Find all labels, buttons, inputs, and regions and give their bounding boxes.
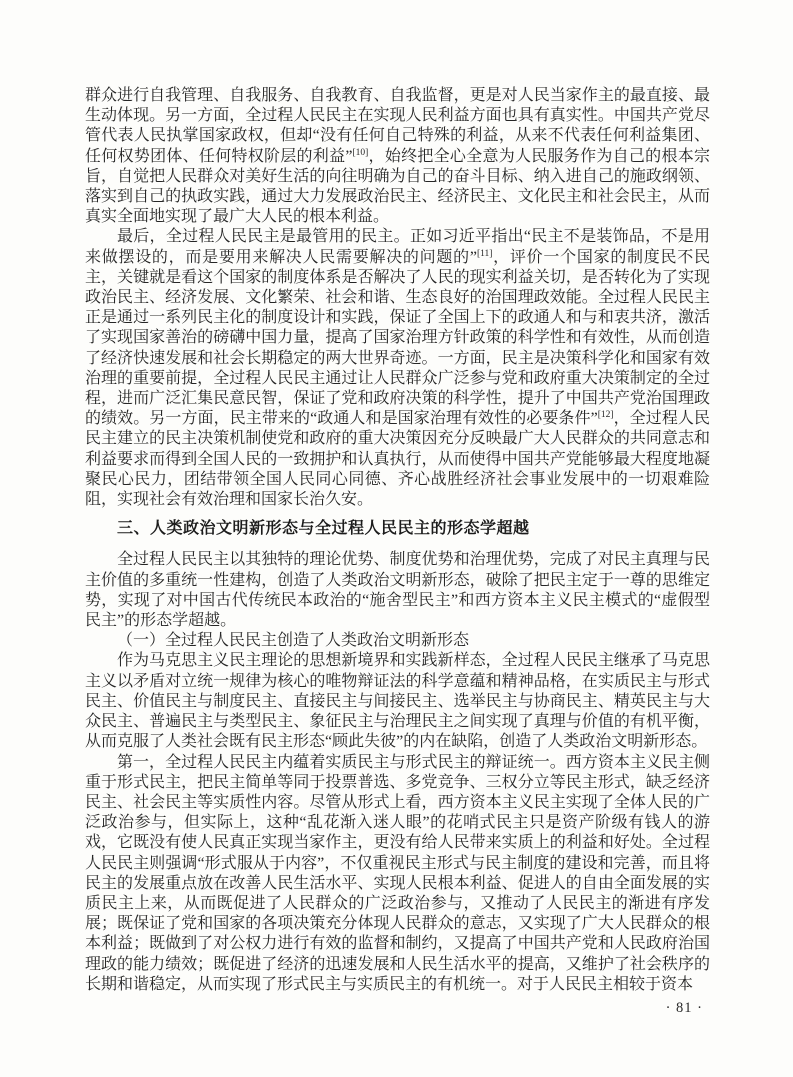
paragraph [85,86,710,227]
text-run: 第一，全过程人民民主内蕴着实质民主与形式民主的辩证统一。西方资本主义民主侧重于形式民主，把民主简单等同于投票普选、多党竞争、三权分立等民主形式，缺乏经济民主、社会民主等实质性内容。尽管从形式上看，西方资本主义民主实现了全体人民的广泛政治参与，但实际上，这种“乱花渐入迷人眼”的花哨式民主只是资产阶级有钱人的游戏，它既没有使人民真正实现当家作主，更没有给人民带来实质上的利益和好处。全过程人民民主则强调“形式服从于内容”，不仅重视民主形式与民主制度的建设和完善，而且将民主的发展重点放在改善人民生活水平、实现人民根本利益、促进人的自由全面发展的实质民主上来，从而既促进了人民群众的广泛政治参与，又推动了人民民主的渐进有序发展；既保证了党和国家的各项决策充分体现人民群众的意志，又实现了广大人民群众的根本利益；既做到了对公权力进行有效的监督和制约，又提高了中国共产党和人民政府治国理政的能力绩效；既促进了经济的迅速发展和人民生活水平的提高，又维护了社会秩序的长期和谐稳定，从而实现了形式民主与实质民主的有机统一。对于人民民主相较于资本 [85,753,710,993]
text-run: 全过程人民民主以其独特的理论优势、制度优势和治理优势，完成了对民主真理与民主价值的多重统一性建构，创造了人类政治文明新形态，破除了把民主定于一尊的思维定势，实现了对中国古代传统民本政治的“施舍型民主”和西方资本主义民主模式的“虚假型民主”的形态学超越。 [85,551,710,630]
page-number: · 81 · [665,1000,703,1016]
footnote-ref: [12] [597,410,614,421]
text-run: 最后，全过程人民民主是最管用的民主。正如习近平指出“民主不是装饰品，不是用来做摆设的，而是要用来解决人民需要解决的问题的” [85,228,710,266]
paragraph [85,550,710,631]
paragraph [85,651,710,752]
subsection-heading: （一）全过程人民民主创造了人类政治文明新形态 [117,632,470,650]
paragraph [85,227,710,510]
text-run: ，全过程人民民主建立的民主决策机制使党和政府的重大决策因充分反映最广大人民群众的共同意志和利益要求而得到全国人民的一致拥护和认真执行，从而使得中国共产党能够最大程度地凝聚民心民力，团结带领全国人民同心同德、齐心战胜经济社会事业发展中的一切艰难险阻，实现社会有效治理和国家长治久安。 [85,410,710,509]
footnote-ref: [11] [476,248,493,259]
article-body [85,86,710,995]
paragraph [85,753,710,995]
text-run: ，始终把全心全意为人民服务作为自己的根本宗旨，自觉把人民群众对美好生活的向往明确为自己的奋斗目标、纳入进自己的施政纲领、落实到自己的执政实践，通过大力发展政治民主、经济民主、文化民主和社会民主，从而真实全面地实现了最广大人民的根本利益。 [85,147,710,226]
footnote-ref: [10] [352,147,369,158]
text-run: 群众进行自我管理、自我服务、自我教育、自我监督，更是对人民当家作主的最直接、最生动体现。另一方面，全过程人民民主在实现人民利益方面也具有真实性。中国共产党尽管代表人民执掌国家政权，但却“没有任何自己特殊的利益，从来不代表任何利益集团、任何权势团体、任何特权阶层的利益” [85,87,710,165]
text-run: 作为马克思主义民主理论的思想新境界和实践新样态，全过程人民民主继承了马克思主义以矛盾对立统一规律为核心的唯物辩证法的科学意蕴和精神品格，在实质民主与形式民主、价值民主与制度民主、直接民主与间接民主、选举民主与协商民主、精英民主与大众民主、普遍民主与类型民主、象征民主与治理民主之间实现了真理与价值的有机平衡，从而克服了人类社会既有民主形态“顾此失彼”的内在缺陷，创造了人类政治文明新形态。 [85,652,710,751]
text-run: ，评价一个国家的制度民不民主，关键就是看这个国家的制度体系是否解决了人民的现实利益关切，是否转化为了实现政治民主、经济发展、文化繁荣、社会和谐、生态良好的治国理政效能。全过程人民民主正是通过一系列民主化的制度设计和实践，保证了全国上下的政通人和与和衷共济，激活了实现国家善治的磅礴中国力量，提高了国家治理方针政策的科学性和有效性，从而创造了经济快速发展和社会长期稳定的两大世界奇迹。一方面，民主是决策科学化和国家有效治理的重要前提，全过程人民民主通过让人民群众广泛参与党和政府重大决策制定的全过程，进而广泛汇集民意民智，保证了党和政府决策的科学性，提升了中国共产党治国理政的绩效。另一方面，民主带来的“政通人和是国家治理有效性的必要条件” [85,248,710,428]
section-heading: 三、人类政治文明新形态与全过程人民民主的形态学超越 [117,520,530,538]
